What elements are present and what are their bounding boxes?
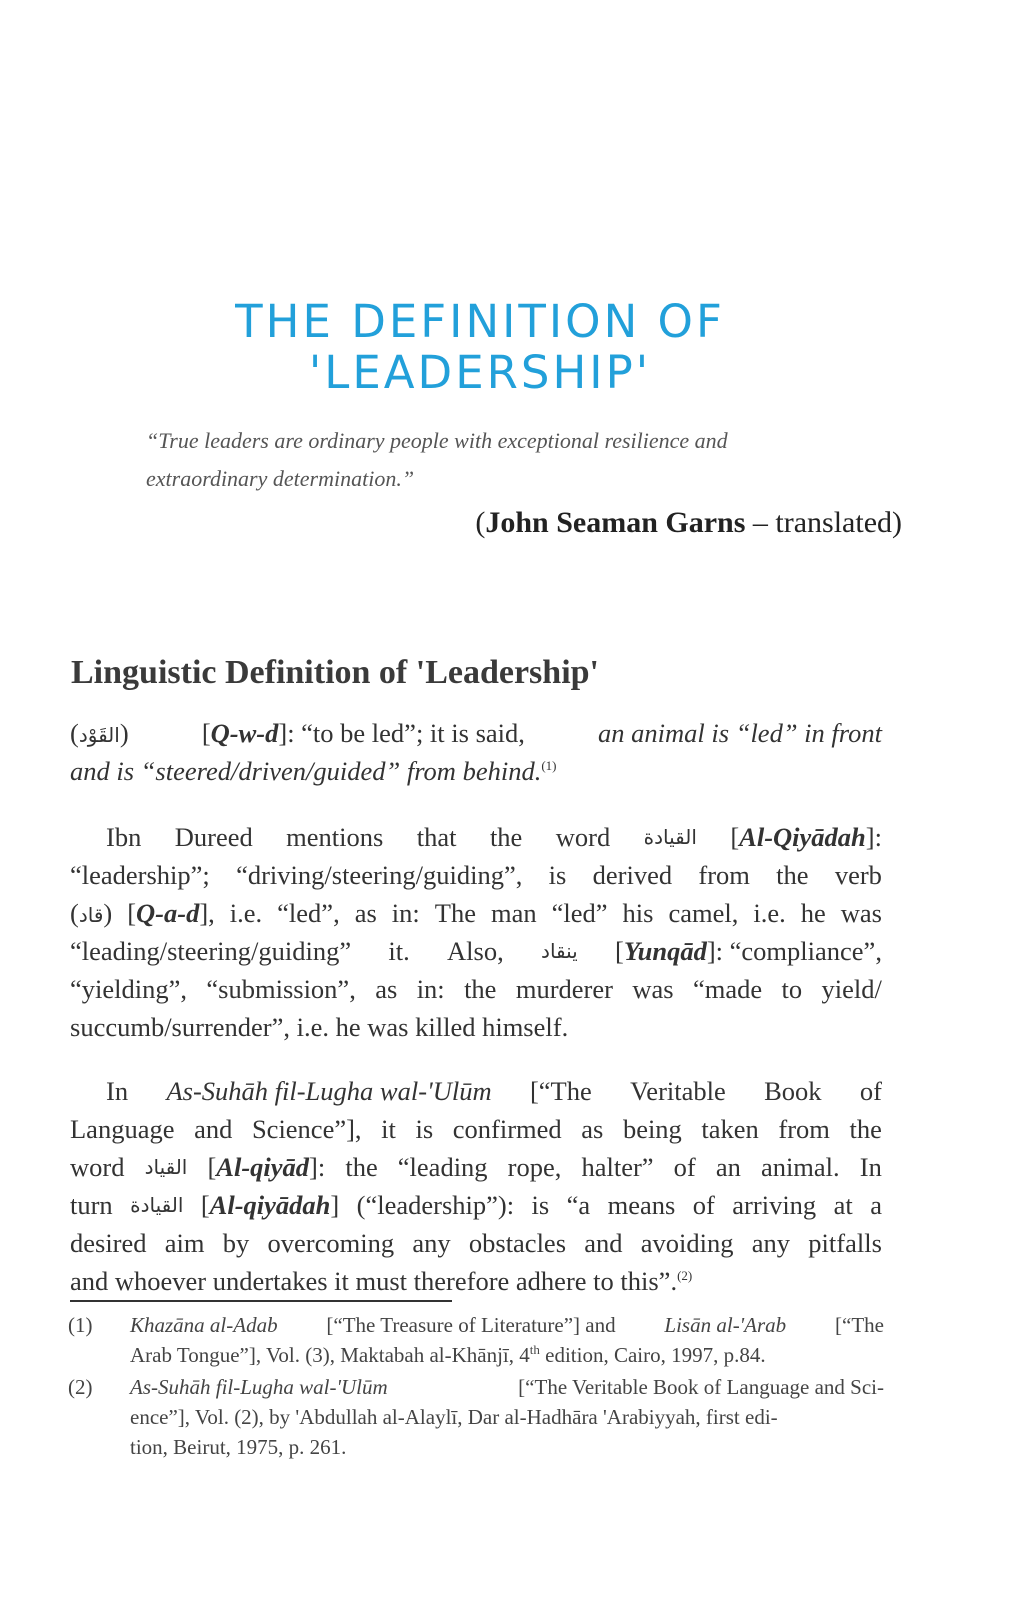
word: Ibn <box>106 822 142 852</box>
transliteration: Al-Qiyādah <box>739 822 866 852</box>
paragraph-3-line-4: turn القيادة [Al-qiyādah] (“leadership”): is “a means of arriving at a <box>70 1186 882 1224</box>
word: any <box>751 1228 791 1258</box>
section-heading: Linguistic Definition of 'Leadership' <box>71 654 599 691</box>
word: obstacles <box>468 1228 567 1258</box>
arabic-term: القيادة <box>643 825 697 849</box>
word: the <box>464 974 497 1004</box>
word: Also, <box>447 936 504 966</box>
word: mentions <box>286 822 384 852</box>
word: it <box>381 1114 396 1144</box>
text: and whoever undertakes it must therefore adhere to this”. <box>70 1266 678 1296</box>
word: word <box>555 822 611 852</box>
word: arriving <box>732 1190 817 1220</box>
footnote-number: (1) <box>68 1313 93 1337</box>
epigraph-attribution <box>475 506 902 540</box>
word: In <box>106 1076 129 1106</box>
word: “made <box>692 974 763 1004</box>
arabic-term: القيادة <box>130 1193 184 1217</box>
word: a <box>870 1190 882 1220</box>
footnote-line <box>130 1372 884 1402</box>
paragraph-2-line-4: “leading/steering/guiding” it. Also, ينقاد [Yunqād]: “compliance”, <box>70 932 882 970</box>
paragraph-2-line-6 <box>70 1008 882 1046</box>
word: Dureed <box>174 822 253 852</box>
footnotes <box>68 1310 884 1464</box>
word: murderer <box>515 974 613 1004</box>
word: overcoming <box>267 1228 395 1258</box>
footnote-line <box>130 1402 884 1432</box>
italic-text: Lisān al-'Arab <box>664 1313 787 1337</box>
word: he <box>800 898 826 928</box>
word: of <box>859 1076 882 1106</box>
epigraph-quote <box>146 422 886 498</box>
paragraph-3-line-1 <box>70 1072 882 1110</box>
word: aim <box>164 1228 205 1258</box>
word: his <box>622 898 654 928</box>
transliteration: Al-qiyādah <box>209 1190 331 1220</box>
word: from <box>698 860 750 890</box>
paragraph-3 <box>70 1072 882 1300</box>
word: In <box>859 1152 882 1182</box>
transliteration: Q-w-d <box>210 718 279 748</box>
word: being <box>622 1114 682 1144</box>
word: and <box>194 1114 233 1144</box>
italic-text: As-Suhāh fil-Lugha wal-'Ulūm <box>130 1375 388 1399</box>
word: of <box>673 1152 696 1182</box>
text: [“The <box>835 1313 884 1337</box>
word: in: <box>391 898 420 928</box>
word: (“leadership”): <box>356 1190 515 1220</box>
paragraph-2 <box>70 818 882 1046</box>
word: any <box>412 1228 451 1258</box>
word: as <box>581 1114 604 1144</box>
word: at <box>833 1190 853 1220</box>
paragraph-2-line-5 <box>70 970 882 1008</box>
word: “leading <box>397 1152 488 1182</box>
word: means <box>607 1190 676 1220</box>
paragraph-3-line-2 <box>70 1110 882 1148</box>
word: of <box>692 1190 715 1220</box>
word: pitfalls <box>808 1228 882 1258</box>
epigraph-line-2: extraordinary determination.” <box>146 466 415 491</box>
arabic-term: قاد <box>78 903 104 927</box>
attribution-prefix: ( <box>475 506 486 539</box>
word: verb <box>834 860 882 890</box>
word: is <box>415 1114 434 1144</box>
word: and <box>584 1228 623 1258</box>
italic-text: an animal is “led” in front <box>598 718 882 748</box>
arabic-term: ينقاد <box>541 939 578 963</box>
word: taken <box>701 1114 759 1144</box>
paragraph-2-line-1: Ibn Dureed mentions that the word القيادة [Al-Qiyādah]: <box>70 818 882 856</box>
chapter-title-line-1: THE DEFINITION OF <box>235 295 725 348</box>
word: “led” <box>551 898 608 928</box>
word: as <box>375 974 398 1004</box>
chapter-title-line-2: 'LEADERSHIP' <box>308 346 652 399</box>
word: from <box>778 1114 830 1144</box>
paragraph-1-line-1: (القَوْد) [Q-w-d]: “to be led”; it is said, an animal is “led” in front <box>70 714 882 752</box>
arabic-term: القياد <box>144 1155 188 1179</box>
italic-text: fil-Lugha <box>274 1076 374 1106</box>
italic-text: Khazāna al-Adab <box>130 1313 278 1337</box>
footnote-2 <box>68 1372 884 1462</box>
word: rope, <box>507 1152 562 1182</box>
transliteration: Al-qiyād <box>216 1152 310 1182</box>
footnote-number: (2) <box>68 1375 93 1399</box>
word: desired <box>70 1228 147 1258</box>
italic-text: wal-'Ulūm <box>379 1076 492 1106</box>
word: camel, <box>668 898 739 928</box>
text: succumb/surrender”, i.e. he was killed himself. <box>70 1012 569 1042</box>
paren: ) <box>119 718 129 748</box>
word: in: <box>416 974 445 1004</box>
word: to <box>781 974 803 1004</box>
footnote-line <box>130 1310 884 1340</box>
word: i.e. <box>753 898 786 928</box>
paragraph-2-line-3: (قاد) [Q-a-d], i.e. “led”, as in: The man “led” his camel, i.e. he was <box>70 894 882 932</box>
italic-text: As-Suhāh <box>166 1076 269 1106</box>
word: Language <box>70 1114 175 1144</box>
attribution-author: John Seaman Garns <box>485 506 746 539</box>
transliteration: Q-a-d <box>136 898 200 928</box>
word: The <box>434 898 476 928</box>
arabic-term: القَوْد <box>78 723 120 747</box>
word: i.e. <box>229 898 263 928</box>
word: the <box>489 822 523 852</box>
footnote-line <box>130 1432 884 1462</box>
word: was <box>632 974 674 1004</box>
word: Book <box>764 1076 822 1106</box>
footnote-ref-2[interactable]: (2) <box>677 1268 693 1284</box>
paragraph-2-line-2 <box>70 856 882 894</box>
word: [“The <box>529 1076 592 1106</box>
word: yield/ <box>821 974 882 1004</box>
paragraph-3-line-6 <box>70 1262 882 1300</box>
paragraph-1-line-2 <box>70 752 882 790</box>
word: “yielding”, <box>70 974 187 1004</box>
italic-text: and is “steered/driven/guided” from behind. <box>70 756 542 786</box>
text: ence”], Vol. (2), by 'Abdullah al-Alaylī, Dar al-Hadhāra 'Arabiyyah, first edi- <box>130 1405 778 1429</box>
footnote-ref-1[interactable]: (1) <box>541 758 557 774</box>
attribution-suffix: – translated) <box>745 506 902 539</box>
word: Veritable <box>630 1076 726 1106</box>
word: “submission”, <box>206 974 356 1004</box>
paragraph-3-line-5 <box>70 1224 882 1262</box>
text: [“The Treasure of Literature”] and <box>326 1313 616 1337</box>
word: “led”, <box>277 898 340 928</box>
word: “driving/steering/guiding”, <box>236 860 523 890</box>
text: : “to be led”; it is said, <box>287 718 525 748</box>
word: man <box>490 898 537 928</box>
footnote-1 <box>68 1310 884 1370</box>
word: halter” <box>581 1152 654 1182</box>
word: by <box>222 1228 250 1258</box>
paren: ( <box>70 718 79 748</box>
word: is <box>548 860 567 890</box>
word: Science”], <box>251 1114 362 1144</box>
word: the <box>776 860 809 890</box>
word: was <box>840 898 882 928</box>
word: an <box>715 1152 741 1182</box>
transliteration: Yunqād <box>623 936 707 966</box>
word: the <box>849 1114 882 1144</box>
word: animal. <box>760 1152 840 1182</box>
chapter-title <box>0 296 960 398</box>
text: tion, Beirut, 1975, p. 261. <box>130 1435 347 1459</box>
book-title <box>166 1072 491 1110</box>
word: turn <box>70 1190 113 1220</box>
word: as <box>354 898 377 928</box>
superscript: th <box>529 1342 540 1357</box>
word: it. <box>388 936 410 966</box>
word: is <box>531 1190 550 1220</box>
paragraph-3-line-3: word القياد [Al-qiyād]: the “leading rope, halter” of an animal. In <box>70 1148 882 1186</box>
word: derived <box>592 860 673 890</box>
word: the <box>345 1152 378 1182</box>
word: “leadership”; <box>70 860 210 890</box>
word: that <box>416 822 457 852</box>
footnote-line <box>130 1340 884 1370</box>
text: edition, Cairo, 1997, p.84. <box>545 1343 766 1367</box>
text: [“The Veritable Book of Language and Sci- <box>518 1375 884 1399</box>
word: word <box>70 1152 125 1182</box>
text: : “compliance”, <box>715 936 882 966</box>
footnote-divider <box>70 1300 452 1302</box>
epigraph-line-1: “True leaders are ordinary people with exceptional resilience and <box>146 428 728 453</box>
word: “leading/steering/guiding” <box>70 936 352 966</box>
word: confirmed <box>452 1114 562 1144</box>
text: Arab Tongue”], Vol. (3), Maktabah al-Khānjī, 4 <box>130 1343 530 1367</box>
word: avoiding <box>640 1228 734 1258</box>
paragraph-1 <box>70 714 882 790</box>
word: “a <box>566 1190 591 1220</box>
